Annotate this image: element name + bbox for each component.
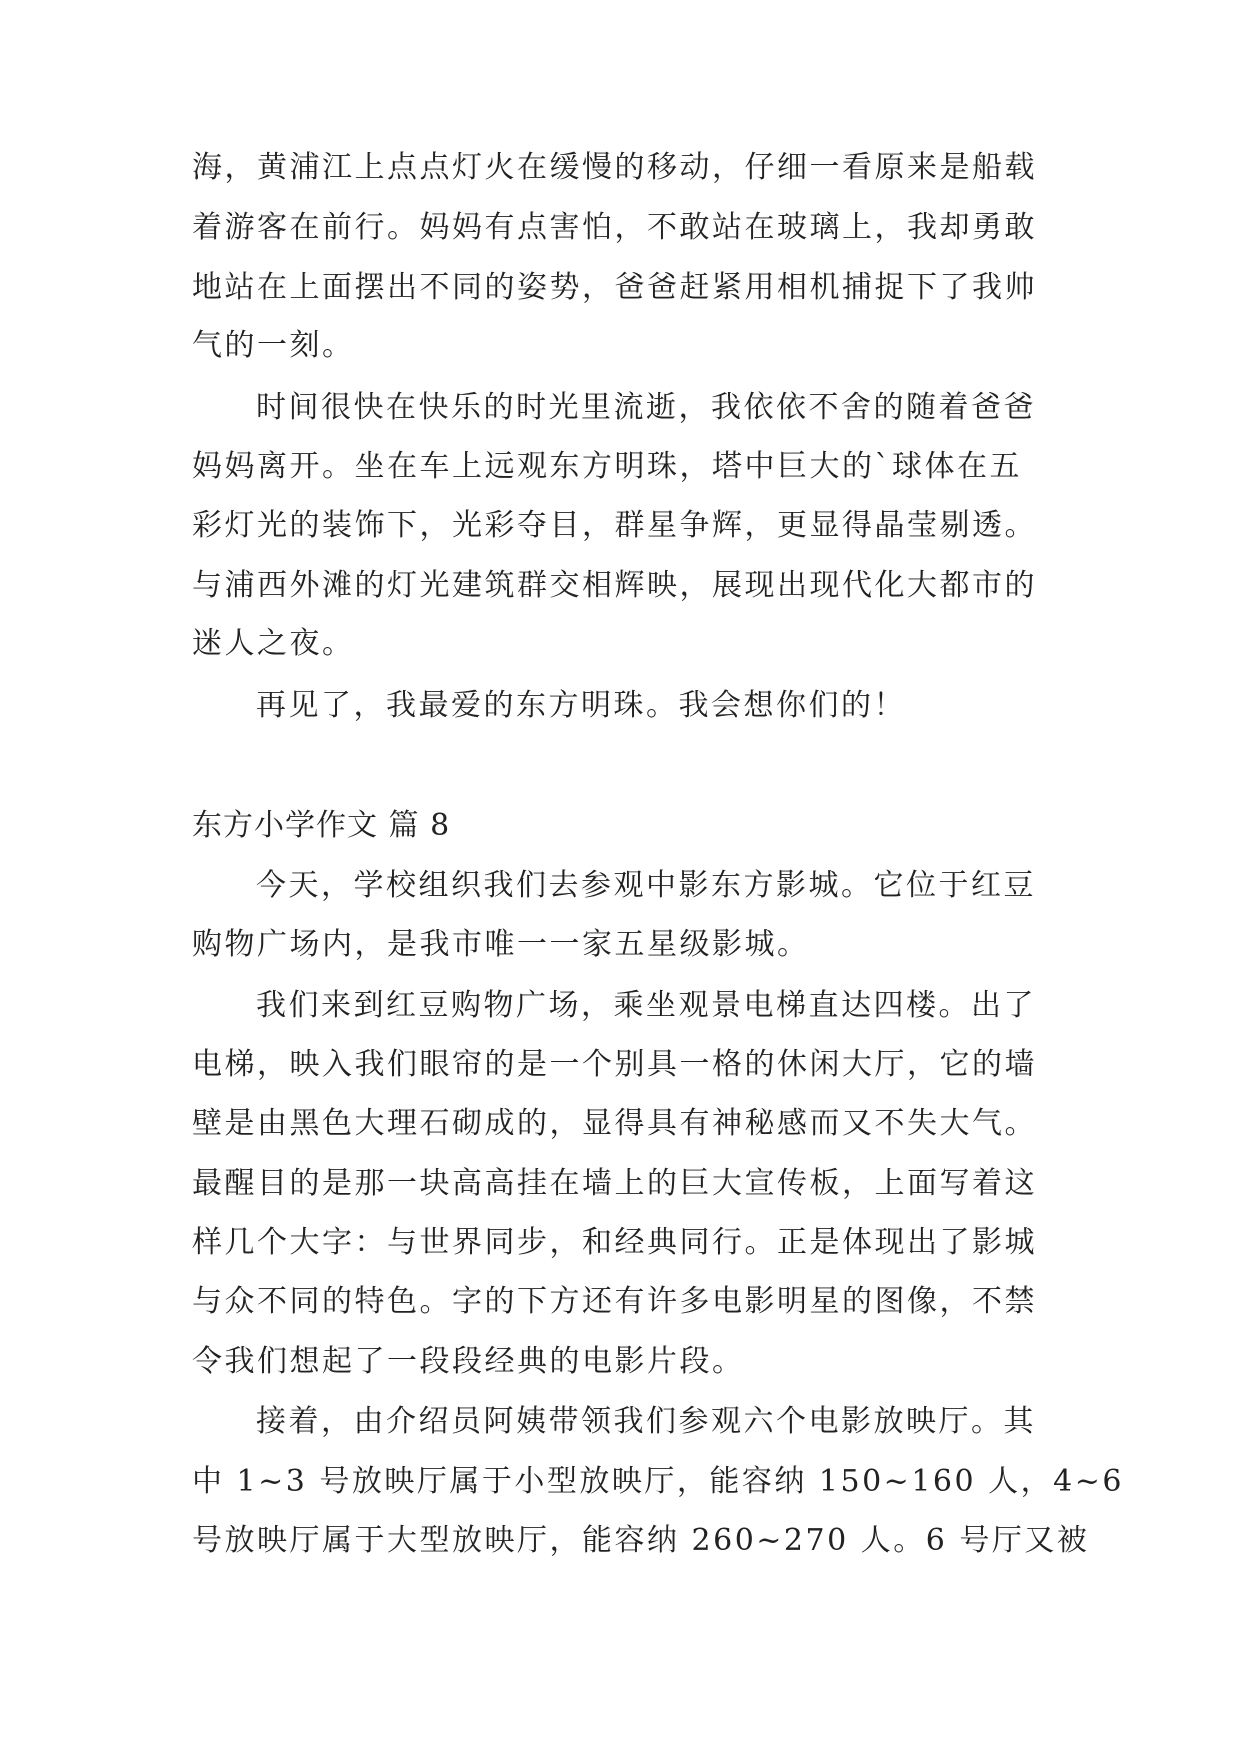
paragraph-line: 壁是由黑色大理石砌成的，显得具有神秘感而又不失大气。 (192, 1106, 1037, 1141)
paragraph-line: 与浦西外滩的灯光建筑群交相辉映，展现出现代化大都市的 (192, 568, 1037, 603)
paragraph-line: 迷人之夜。 (192, 626, 355, 661)
paragraph-line: 购物广场内，是我市唯一一家五星级影城。 (192, 927, 810, 962)
paragraph-line: 令我们想起了一段段经典的电影片段。 (192, 1344, 745, 1379)
paragraph-line: 电梯，映入我们眼帘的是一个别具一格的休闲大厅，它的墙 (192, 1047, 1037, 1082)
paragraph-line: 与众不同的特色。字的下方还有许多电影明星的图像，不禁 (192, 1284, 1037, 1319)
paragraph-line: 接着，由介绍员阿姨带领我们参观六个电影放映厅。其 (256, 1404, 1036, 1439)
paragraph-line: 样几个大字：与世界同步，和经典同行。正是体现出了影城 (192, 1225, 1037, 1260)
paragraph-line: 妈妈离开。坐在车上远观东方明珠，塔中巨大的`球体在五 (192, 449, 1022, 484)
paragraph-line: 号放映厅属于大型放映厅，能容纳 260~270 人。6 号厅又被 (192, 1523, 1090, 1558)
paragraph-line: 气的一刻。 (192, 328, 355, 363)
paragraph-line: 着游客在前行。妈妈有点害怕，不敢站在玻璃上，我却勇敢 (192, 210, 1037, 245)
paragraph-line: 海，黄浦江上点点灯火在缓慢的移动，仔细一看原来是船载 (192, 150, 1037, 185)
paragraph-line: 地站在上面摆出不同的姿势，爸爸赶紧用相机捕捉下了我帅 (192, 270, 1037, 305)
paragraph-line: 中 1~3 号放映厅属于小型放映厅，能容纳 150~160 人，4~6 (192, 1464, 1124, 1499)
paragraph-line: 时间很快在快乐的时光里流逝，我依依不舍的随着爸爸 (256, 390, 1036, 425)
section-heading: 东方小学作文 篇 8 (192, 808, 451, 843)
paragraph-line: 再见了，我最爱的东方明珠。我会想你们的！ (256, 688, 906, 723)
paragraph-line: 最醒目的是那一块高高挂在墙上的巨大宣传板，上面写着这 (192, 1166, 1037, 1201)
paragraph-line: 彩灯光的装饰下，光彩夺目，群星争辉，更显得晶莹剔透。 (192, 508, 1037, 543)
paragraph-line: 今天，学校组织我们去参观中影东方影城。它位于红豆 (256, 868, 1036, 903)
paragraph-line: 我们来到红豆购物广场，乘坐观景电梯直达四楼。出了 (256, 988, 1036, 1023)
